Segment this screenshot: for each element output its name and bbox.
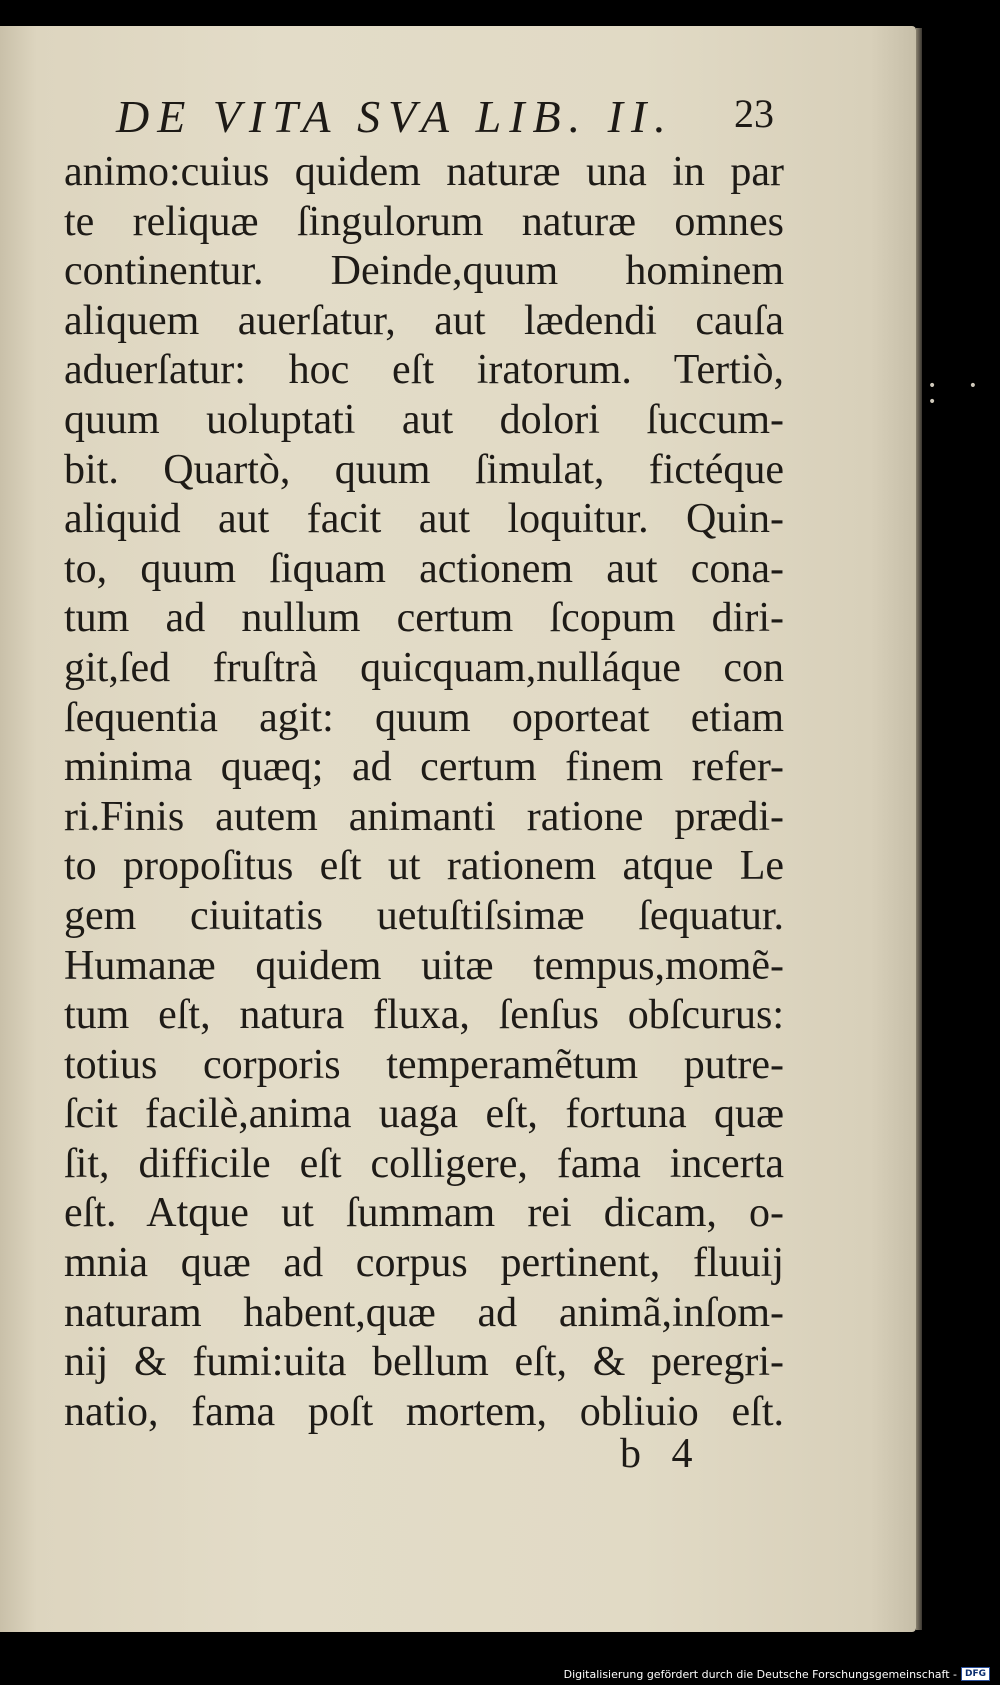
dfg-logo-icon: DFG	[961, 1667, 990, 1681]
book-page	[0, 26, 916, 1632]
text-line: naturam habent,quæ ad animã,inſom-	[64, 1289, 784, 1336]
text-line: Humanæ quidem uitæ tempus,momẽ-	[64, 942, 784, 989]
text-line: mnia quæ ad corpus pertinent, fluuij	[64, 1240, 784, 1287]
text-line: to propoſitus eſt ut rationem atque Le	[64, 843, 784, 890]
running-head: DE VITA SVA LIB. II.	[116, 91, 674, 142]
text-line: ſequentia agit: quum oporteat etiam	[64, 694, 784, 741]
signature-mark: b 4	[620, 1431, 703, 1477]
text-line: gem ciuitatis uetuſtiſsimæ ſequatur.	[64, 892, 784, 939]
text-line: git,ſed fruſtrà quicquam,nulláque con	[64, 644, 784, 691]
text-line: totius corporis temperamẽtum putre-	[64, 1041, 784, 1088]
text-line: natio, fama poſt mortem, obliuio eſt.	[64, 1388, 784, 1435]
scan-artifact-dots: • • •	[928, 378, 991, 410]
text-line: quum uoluptati aut dolori ſuccum-	[64, 396, 784, 443]
digitization-footer	[564, 1667, 990, 1681]
text-line: te reliquæ ſingulorum naturæ omnes	[64, 198, 784, 245]
text-line: tum eſt, natura fluxa, ſenſus obſcurus:	[64, 992, 784, 1039]
text-line: ri.Finis autem animanti ratione prædi-	[64, 793, 784, 840]
text-line: bit. Quartò, quum ſimulat, fictéque	[64, 446, 784, 493]
text-line: tum ad nullum certum ſcopum diri-	[64, 595, 784, 642]
body-text	[64, 148, 784, 1437]
footer-credit: Digitalisierung gefördert durch die Deutsche Forschungsgemeinschaft -	[563, 1667, 957, 1681]
text-line: aliquem auerſatur, aut lædendi cauſa	[64, 297, 784, 344]
page-number: 23	[734, 91, 774, 136]
text-line: ſit, difficile eſt colligere, fama incerta	[64, 1140, 784, 1187]
text-line: minima quæq; ad certum finem refer-	[64, 744, 784, 791]
text-line: aduerſatur: hoc eſt iratorum. Tertiò,	[64, 347, 784, 394]
text-line: ſcit facilè,anima uaga eſt, fortuna quæ	[64, 1091, 784, 1138]
text-line: continentur. Deinde,quum hominem	[64, 248, 784, 295]
text-line: to, quum ſiquam actionem aut cona-	[64, 545, 784, 592]
text-line: eſt. Atque ut ſummam rei dicam, o-	[64, 1190, 784, 1237]
text-line: nij & fumi:uita bellum eſt, & peregri-	[64, 1339, 784, 1386]
text-line: aliquid aut facit aut loquitur. Quin-	[64, 496, 784, 543]
text-line: animo:cuius quidem naturæ una in par	[64, 149, 784, 195]
